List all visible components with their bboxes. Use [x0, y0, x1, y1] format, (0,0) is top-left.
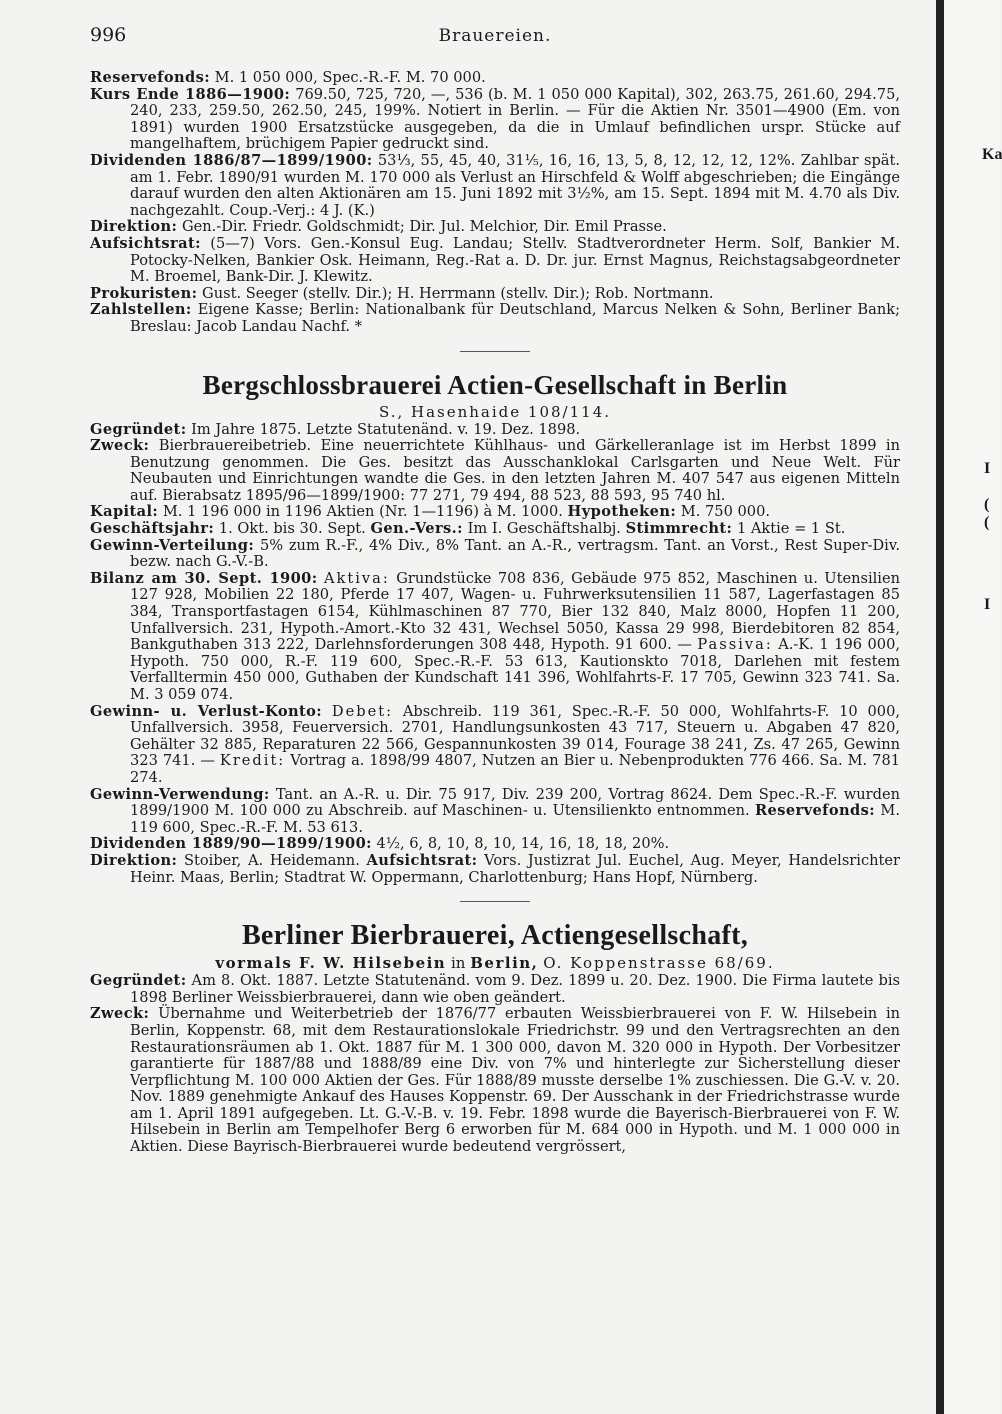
- entry-label: Hypotheken:: [567, 503, 677, 521]
- entry-label: Reservefonds:: [755, 802, 876, 820]
- entry-label: Zweck:: [90, 1005, 150, 1023]
- entry-text: Vors. Justizrat Jul. Euchel, Aug. Meyer, Handelsrichter Heinr. Maas, Berlin; Stadtrat W. Oppermann, Charlottenburg; Hans Hopf, Nürnberg.: [130, 851, 900, 886]
- entry-text: Übernahme und Weiterbetrieb der 1876/77 erbauten Weissbierbrauerei von F. W. Hilsebein in Berlin, Koppenstr. 68, mit dem Restaurationslokale Friedrichstr. 99 und den Vertragsrechten an den Restaurationsräumen ab 1. Okt. 1887 für M. 1 300 000, davon M. 320 000 in Hypoth. Der Vorbesitzer garantierte für 1887/88 und 1888/89 eine Div. von 7% und hinterlegte zur Sicherstellung dieser Verpflichtung M. 100 000 Aktien der Ges. Für 1888/89 musste derselbe 1% zuschiessen. Die G.-V. v. 20. Nov. 1889 genehmigte Ankauf des Hauses Koppenstr. 69. Der Ausschank in der Friedrichstrasse wurde am 1. April 1891 aufgegeben. Lt. G.-V.-B. v. 19. Febr. 1898 wurde die Bayerisch-Bierbrauerei von F. W. Hilsebein in Berlin am Tempelhofer Berg 6 erworben für M. 684 000 in Hypoth. und M. 1 000 000 in Aktien. Diese Bayrisch-Bierbrauerei wurde bedeutend vergrössert,: [130, 1005, 901, 1156]
- entry-text: Gust. Seeger (stellv. Dir.); H. Herrmann (stellv. Dir.); Rob. Nortmann.: [202, 284, 714, 302]
- entry-label: Stimmrecht:: [625, 520, 733, 538]
- entry-gewinn-verteilung: [90, 538, 900, 571]
- entry-sublabel: Debet:: [331, 702, 393, 720]
- entry-text: M. 1 050 000, Spec.-R.-F. M. 70 000.: [214, 69, 486, 86]
- entry-label: Kurs Ende 1886—1900:: [90, 85, 291, 103]
- company-title: Berliner Bierbrauerei, Actiengesellschaft,: [241, 920, 749, 952]
- entry-text: (5—7) Vors. Gen.-Konsul Eug. Landau; Stellv. Stadtverordneter Herm. Solf, Bankier M. Potocky-Nelken, Bankier Osk. Heimann, Reg.-Rat a. D. Dr. jur. Ernst Magnus, Reichstagsabgeordneter M. Broemel, Bank-Dir. J. Klewitz.: [130, 234, 900, 286]
- entry-gewinn-verwendung: [90, 787, 900, 837]
- entry-text: Eigene Kasse; Berlin: Nationalbank für Deutschland, Marcus Nelken & Sohn, Berliner Bank; Breslau: Jacob Landau Nachf. *: [130, 301, 900, 335]
- entry-aufsichtsrat: [90, 236, 900, 286]
- book-spine: [936, 0, 944, 1414]
- entry-text: 1. Okt. bis 30. Sept.: [218, 520, 366, 538]
- edge-fragment: I: [984, 596, 991, 613]
- entry-sublabel: Aktiva:: [323, 569, 390, 587]
- running-title: Brauereien.: [438, 26, 552, 46]
- company-title: Bergschlossbrauerei Actien-Gesellschaft in Berlin: [202, 369, 788, 400]
- text-column: [90, 70, 900, 1156]
- entry-prokuristen: [90, 286, 900, 303]
- entry-label: Prokuristen:: [90, 284, 198, 302]
- entry-label: Kapital:: [90, 503, 159, 521]
- previous-company-section: [90, 70, 900, 336]
- entry-text: Gen.-Dir. Friedr. Goldschmidt; Dir. Jul. Melchior, Dir. Emil Prasse.: [181, 218, 667, 236]
- entry-dividenden: [90, 153, 900, 219]
- entry-text: 769.50, 725, 720, —, 536 (b. M. 1 050 000 Kapital), 302, 263.75, 261.60, 294.75, 240, 233, 259.50, 262.50, 245, 199%. Notiert in Berlin. — Für die Aktien Nr. 3501—4900 (Em. von 1891) wurden 1900 Ersatzstücke ausgegeben, da die in Umlauf befindlichen urspr. Stücke auf mangelhaftem, brüchigem Papier gedruckt sind.: [130, 85, 900, 153]
- entry-direktion: [90, 219, 900, 236]
- entry-sublabel: Kredit:: [219, 752, 286, 770]
- entry-gegruendet: [90, 422, 900, 439]
- entry-text: 4½, 6, 8, 10, 8, 10, 14, 16, 18, 18, 20%.: [376, 835, 670, 853]
- entry-text: A.-K. 1 196 000, Hypoth. 750 000, R.-F. 119 600, Spec.-R.-F. 53 613, Kautionskto 7018, Darlehen mit festem Verfalltermin 450 000, Guthaben der Kundschaft 141 396, Wohlfahrts-F. 17 705, Gewinn 323 741. Sa. M. 3 059 074.: [130, 636, 901, 703]
- entry-label: Aufsichtsrat:: [366, 851, 478, 869]
- company-section-bergschloss: [90, 370, 900, 887]
- entry-label: Gegründet:: [90, 972, 187, 990]
- edge-fragment: I: [984, 460, 991, 477]
- entry-label: Dividenden 1886/87—1899/1900:: [90, 151, 373, 169]
- entry-label: Gen.-Vers.:: [370, 520, 463, 538]
- entry-text: Grundstücke 708 836, Gebäude 975 852, Maschinen u. Utensilien 127 928, Mobilien 22 180, Pferde 17 407, Wagen- u. Fuhrwerksutensilien 11 587, Lagerfastagen 85 384, Transportfastagen 6154, Kühlmaschinen 87 770, Bier 132 840, Malz 8000, Hopfen 11 200, Unfallversich. 231, Hypoth.-Amort.-Kto 32 431, Wechsel 5050, Kassa 29 998, Bierdebitoren 82 854, Bankguthaben 313 222, Darlehnsforderungen 308 448, Hypoth. 91 600. —: [130, 569, 901, 654]
- entry-label: Zweck:: [90, 437, 150, 455]
- entry-dividenden: [90, 836, 900, 853]
- entry-gewinn-verlust: [90, 704, 900, 787]
- edge-fragment: Ka: [982, 146, 1002, 163]
- company-address: S., Hasenhaide 108/114.: [378, 402, 612, 421]
- entry-gegruendet: [90, 973, 900, 1006]
- former-name: vormals F. W. Hilsebein: [215, 954, 447, 973]
- subtitle-in: in: [451, 954, 466, 973]
- entry-label: Direktion:: [90, 851, 178, 869]
- adjacent-page-edge: [944, 0, 1000, 1414]
- section-divider: [460, 901, 530, 902]
- edge-fragment: (: [984, 514, 990, 531]
- entry-label: Gegründet:: [90, 420, 187, 438]
- entry-zweck: [90, 438, 900, 504]
- entry-sublabel: Passiva:: [697, 636, 773, 654]
- entry-text: Im I. Geschäftshalbj.: [467, 520, 621, 538]
- page-number: 996: [90, 24, 127, 46]
- entry-text: M. 119 600, Spec.-R.-F. M. 53 613.: [130, 802, 900, 836]
- entry-bilanz: [90, 571, 900, 704]
- entry-label: Zahlstellen:: [90, 301, 192, 319]
- entry-text: Am 8. Okt. 1887. Letzte Statutenänd. vom 9. Dez. 1899 u. 20. Dez. 1900. Die Firma lautete bis 1898 Berliner Weissbierbrauerei, dann wie oben geändert.: [130, 972, 901, 1006]
- entry-zahlstellen: [90, 302, 900, 335]
- company-city: Berlin,: [470, 954, 539, 973]
- entry-text: 1 Aktie = 1 St.: [736, 520, 846, 538]
- entry-reservefonds: [90, 70, 900, 87]
- entry-text: Abschreib. 119 361, Spec.-R.-F. 50 000, Wohlfahrts-F. 10 000, Unfallversich. 3958, Feuerversich. 2701, Handlungsunkosten 43 717, Steuern u. Abgaben 47 820, Gehälter 32 885, Reparaturen 22 566, Gespannunkosten 39 014, Fourage 38 241, Zs. 47 265, Gewinn 323 741. —: [130, 702, 900, 770]
- entry-label: Dividenden 1889/90—1899/1900:: [90, 835, 372, 853]
- edge-fragment: (: [984, 496, 990, 513]
- entry-text: Tant. an A.-R. u. Dir. 75 917, Div. 239 200, Vortrag 8624. Dem Spec.-R.-F. wurden 1899/1900 M. 100 000 zu Abschreib. auf Maschinen- u. Utensilienkto entnommen.: [130, 785, 901, 820]
- entry-label: Gewinn-Verteilung:: [90, 536, 255, 554]
- entry-geschaeftsjahr: [90, 521, 900, 538]
- entry-text: Vortrag a. 1898/99 4807, Nutzen an Bier u. Nebenprodukten 776 466. Sa. M. 781 274.: [130, 752, 901, 786]
- entry-text: M. 750 000.: [680, 503, 771, 521]
- entry-text: 53⅓, 55, 45, 40, 31⅕, 16, 16, 13, 5, 8, 12, 12, 12, 12%. Zahlbar spät. am 1. Febr. 1890/91 wurden M. 170 000 als Verlust an Hirschfeld & Wolff abgeschrieben; die Eingänge darauf wurden den alten Aktionären am 15. Juni 1892 mit 3½%, am 15. Sept. 1894 mit M. 4.70 als Div. nachgezahlt. Coup.-Verj.: 4 J. (K.): [130, 151, 900, 219]
- company-section-berliner-bierbrauerei: [90, 920, 900, 1156]
- entry-kurs: [90, 87, 900, 153]
- company-address: O. Koppenstrasse 68/69.: [543, 954, 775, 973]
- entry-direktion: [90, 853, 900, 886]
- entry-text: Im Jahre 1875. Letzte Statutenänd. v. 19. Dez. 1898.: [191, 420, 581, 438]
- entry-label: Direktion:: [90, 218, 178, 236]
- company-subtitle: [90, 954, 900, 972]
- entry-label: Bilanz am 30. Sept. 1900:: [90, 569, 318, 587]
- entry-text: Stoiber, A. Heidemann.: [184, 851, 360, 869]
- entry-label: Aufsichtsrat:: [90, 234, 201, 252]
- entry-kapital: [90, 504, 900, 521]
- section-divider: [460, 351, 530, 352]
- entry-label: Geschäftsjahr:: [90, 520, 215, 538]
- entry-text: Bierbrauereibetrieb. Eine neuerrichtete Kühlhaus- und Gärkelleranlage ist im Herbst 1899 in Benutzung genommen. Die Ges. besitzt das Ausschanklokal Carlsgarten und Neue Welt. Für Neubauten und Einrichtungen wandte die Ges. in den letzten Jahren M. 407 547 aus eigenen Mitteln auf. Bierabsatz 1895/96—1899/1900: 77 271, 79 494, 88 523, 88 593, 95 740 hl.: [130, 437, 900, 504]
- entry-text: 5% zum R.-F., 4% Div., 8% Tant. an A.-R., vertragsm. Tant. an Vorst., Rest Super-Div. bezw. nach G.-V.-B.: [130, 536, 900, 571]
- entry-label: Gewinn-Verwendung:: [90, 785, 270, 803]
- entry-label: Gewinn- u. Verlust-Konto:: [90, 702, 323, 720]
- entry-label: Reservefonds:: [90, 69, 210, 86]
- entry-text: M. 1 196 000 in 1196 Aktien (Nr. 1—1196) à M. 1000.: [162, 503, 563, 521]
- entry-zweck: [90, 1006, 900, 1155]
